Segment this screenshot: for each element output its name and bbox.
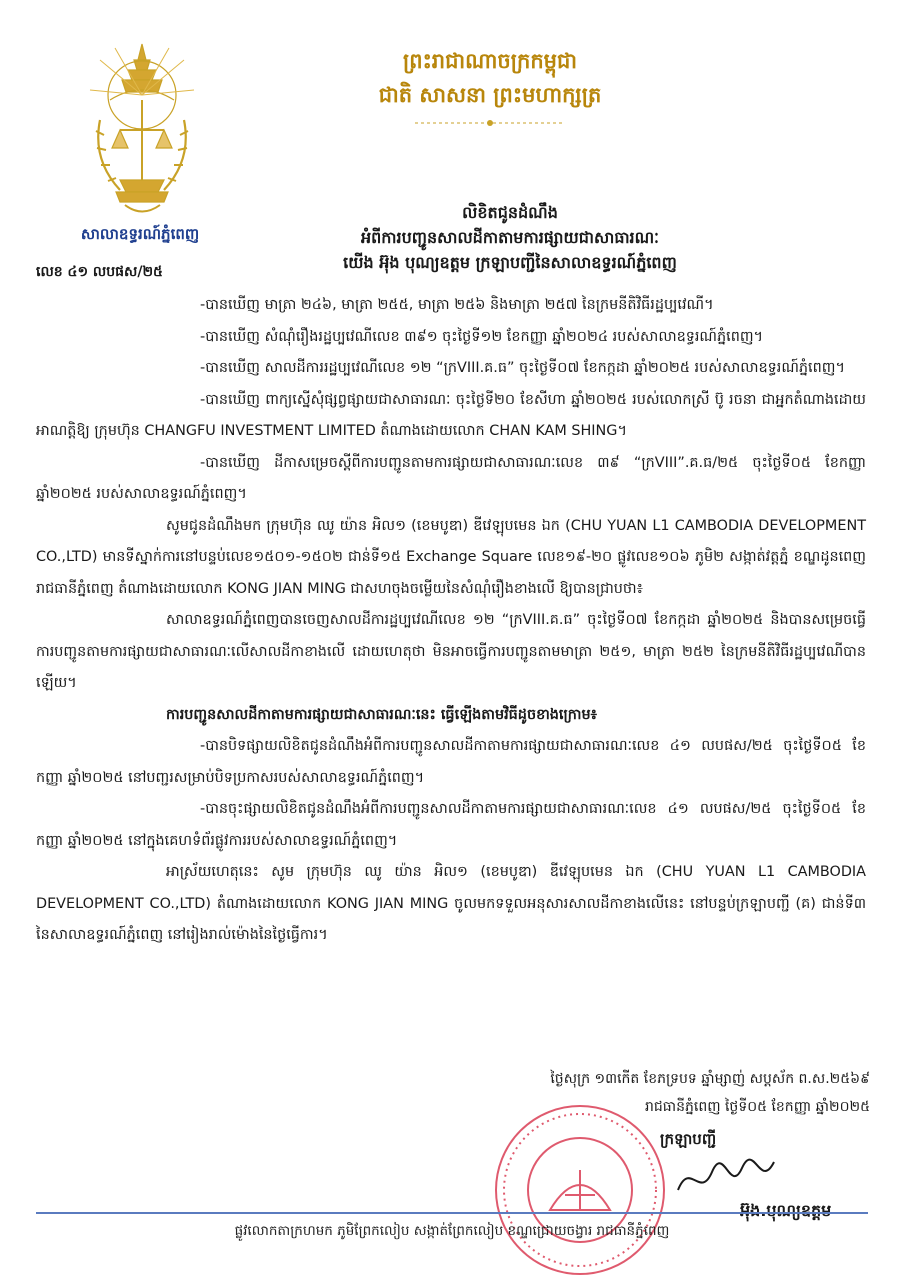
title-line-1: លិខិតជូនដំណឹង: [462, 203, 558, 222]
divider-ornament-icon: [415, 118, 565, 128]
paragraph-7: សាលាឧទ្ធរណ៍ភ្នំពេញបានចេញសាលដីការដ្ឋប្បវេណីលេខ ១២ “ក្រVIII.គ.ធ” ចុះថ្ងៃទី០៧ ខែកក្កដា ឆ្នាំ២០២៥ និងបានសម្រេចធ្វើការបញ្ជូនតាមការផ្សាយជាសាធារណៈលើសាលដីកាខាងលើ ដោយហេតុថា មិនអាចធ្វើការបញ្ជូនតាមមាត្រា ២៥១, មាត្រា ២៥២ នៃក្រមនីតិវិធីរដ្ឋប្បវេណីបានឡើយ។: [36, 612, 866, 691]
kingdom-line-2: ជាតិ សាសនា ព្រះមហាក្សត្រ: [378, 82, 602, 107]
paragraph-2: -បានឃើញ សំណុំរឿងរដ្ឋប្បវេណីលេខ ៣៩១ ចុះថ្ងៃទី១២ ខែកញ្ញា ឆ្នាំ២០២៤ របស់សាលាឧទ្ធរណ៍ភ្នំពេញ។: [200, 328, 764, 345]
paragraph-8: ការបញ្ជូនសាលដីកាតាមការផ្សាយជាសាធារណៈនេះ ធ្វើឡើងតាមវិធីដូចខាងក្រោម៖: [166, 706, 597, 723]
paragraph-1: -បានឃើញ មាត្រា ២៤៦, មាត្រា ២៥៥, មាត្រា ២៥៦ និងមាត្រា ២៥៧ នៃក្រមនីតិវិធីរដ្ឋប្បវេណី។: [200, 297, 714, 313]
signer-role: ក្រឡាបញ្ជី: [660, 1130, 717, 1148]
footer-divider: [36, 1212, 868, 1214]
signer-name: អ៊ុង.បុណ្យឧត្តម: [740, 1201, 832, 1220]
court-seal-icon: [490, 1100, 670, 1280]
date-block: [400, 1065, 870, 1121]
royal-emblem-icon: [80, 40, 205, 220]
date-solar: រាជធានីភ្នំពេញ ថ្ងៃទី០៥ ខែកញ្ញា ឆ្នាំ២០២៥: [645, 1099, 870, 1115]
title-line-2: អំពីការបញ្ជូនសាលដីកាតាមការផ្សាយជាសាធារណៈ: [360, 228, 660, 247]
notice-title: [200, 200, 820, 275]
notice-body: [36, 290, 866, 952]
paragraph-5: -បានឃើញ ដីកាសម្រេចស្តីពីការបញ្ជូនតាមការផ្សាយជាសាធារណៈលេខ ៣៩ “ក្រVIII”.គ.ធ/២៥ ចុះថ្ងៃទី០៥ ខែកញ្ញា ឆ្នាំ២០២៥ របស់សាលាឧទ្ធរណ៍ភ្នំពេញ។: [36, 454, 866, 502]
date-lunar: ថ្ងៃសុក្រ ១៣កើត ខែភទ្របទ ឆ្នាំម្សាញ់ សប្តស័ក ព.ស.២៥៦៩: [550, 1071, 870, 1087]
paragraph-11: អាស្រ័យហេតុនេះ សូម ក្រុមហ៊ុន ឈូ យ៉ាន អិល១ (ខេមបូឌា) ឌីវេឡុបមេន ឯក (CHU YUAN L1 CAMBODIA DEVELOPMENT CO.,LTD) តំណាងដោយលោក KONG JIAN MING ចូលមកទទួលអនុសារសាលដីកាខាងលើនេះ នៅបន្ទប់ក្រឡាបញ្ជី (គ) ជាន់ទី៣ នៃសាលាឧទ្ធរណ៍ភ្នំពេញ នៅរៀងរាល់ម៉ោងនៃថ្ងៃធ្វើការ។: [36, 864, 866, 943]
paragraph-6: សូមជូនដំណឹងមក ក្រុមហ៊ុន ឈូ យ៉ាន អិល១ (ខេមបូឌា) ឌីវេឡុបមេន ឯក (CHU YUAN L1 CAMBODIA DEVELOPMENT CO.,LTD) មានទីស្នាក់ការនៅបន្ទប់លេខ១៥០១-១៥០២ ជាន់ទី១៥ Exchange Square លេខ១៩-២០ ផ្លូវលេខ១០៦ ភូមិ២ សង្កាត់វត្តភ្នំ ខណ្ឌដូនពេញ រាជធានីភ្នំពេញ តំណាងដោយលោក KONG JIAN MING ជាសហចុងចម្លើយនៃសំណុំរឿងខាងលើ ឱ្យបានជ្រាបថា៖: [36, 517, 866, 597]
kingdom-line-1: ព្រះរាជាណាចក្រកម្ពុជា: [402, 48, 577, 73]
paragraph-4: -បានឃើញ ពាក្យស្នើសុំផ្សព្វផ្សាយជាសាធារណៈ ចុះថ្ងៃទី២០ ខែសីហា ឆ្នាំ២០២៥ របស់លោកស្រី ប៊ូ រចនា ជាអ្នកតំណាងដោយអាណត្តិឱ្យ ក្រុមហ៊ុន CHANGFU INVESTMENT LIMITED តំណាងដោយលោក CHAN KAM SHING។: [36, 391, 866, 439]
reference-number: លេខ ៤១ លបផស/២៥: [36, 264, 163, 280]
paragraph-3: -បានឃើញ សាលដីការរដ្ឋប្បវេណីលេខ ១២ “ក្រVIII.គ.ធ” ចុះថ្ងៃទី០៧ ខែកក្កដា ឆ្នាំ២០២៥ របស់សាលាឧទ្ធរណ៍ភ្នំពេញ។: [200, 360, 845, 376]
kingdom-header: [320, 44, 660, 112]
court-name: សាលាឧទ្ធរណ៍ភ្នំពេញ: [80, 225, 200, 243]
footer-address: ផ្លូវលោកតាក្រហមក ភូមិព្រែកលៀប សង្កាត់ព្រែកលៀប ខណ្ឌជ្រោយចង្វារ រាជធានីភ្នំពេញ: [234, 1223, 670, 1239]
paragraph-10: -បានចុះផ្សាយលិខិតជូនដំណឹងអំពីការបញ្ជូនសាលដីកាតាមការផ្សាយជាសាធារណៈលេខ ៤១ លបផស/២៥ ចុះថ្ងៃទី០៥ ខែកញ្ញា ឆ្នាំ២០២៥ នៅក្នុងគេហទំព័រផ្លូវការរបស់សាលាឧទ្ធរណ៍ភ្នំពេញ។: [36, 801, 866, 849]
paragraph-9: -បានបិទផ្សាយលិខិតជូនដំណឹងអំពីការបញ្ជូនសាលដីកាតាមការផ្សាយជាសាធារណៈលេខ ៤១ លបផស/២៥ ចុះថ្ងៃទី០៥ ខែកញ្ញា ឆ្នាំ២០២៥ នៅបញ្ជរសម្រាប់បិទប្រកាសរបស់សាលាឧទ្ធរណ៍ភ្នំពេញ។: [36, 738, 866, 786]
title-line-3: យើង អ៊ុង បុណ្យឧត្តម ក្រឡាបញ្ជីនៃសាលាឧទ្ធរណ៍ភ្នំពេញ: [343, 253, 677, 272]
